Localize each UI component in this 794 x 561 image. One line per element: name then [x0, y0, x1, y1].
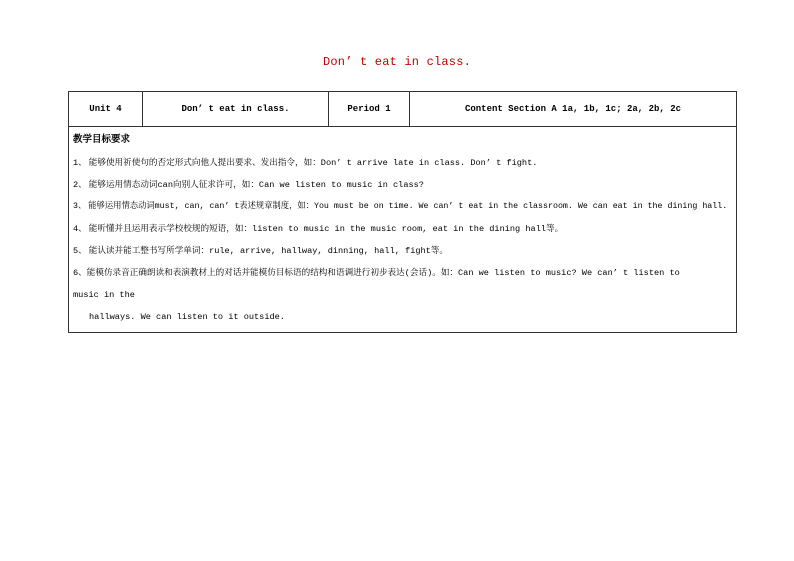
- objective-item: [73, 240, 732, 262]
- objectives-row: [69, 127, 737, 333]
- objective-item: [73, 152, 732, 174]
- period-cell: Period 1: [329, 92, 410, 127]
- objective-item: [73, 262, 732, 284]
- objective-text: 能认读并能工整书写所学单词：rule, arrive, hallway, dinning, hall, fight等。: [88, 246, 449, 256]
- objective-text-continued: hallways. We can listen to it outside.: [89, 312, 285, 322]
- objectives-cell: [69, 127, 737, 333]
- unit-cell: Unit 4: [69, 92, 143, 127]
- objective-item: [73, 196, 732, 218]
- objective-number: 3、: [73, 202, 87, 211]
- objectives-heading: 教学目标要求: [73, 134, 131, 145]
- objective-item: [73, 218, 732, 240]
- objective-text: 能够运用情态动词can向别人征求许可，如：Can we listen to music in class?: [88, 180, 424, 190]
- page-title: Don’ t eat in class.: [322, 55, 472, 69]
- table-header-row: [69, 92, 737, 127]
- objective-number: 5、: [73, 246, 87, 256]
- objective-text: 能模仿录音正确朗读和表演教材上的对话并能模仿目标语的结构和语调进行初步表达(会话)。如：Can we listen to music? We can’ t listen to: [86, 268, 680, 278]
- objective-text: 能够运用情态动词must, can, can’ t表述规章制度，如：You must be on time. We can’ t eat in the classroom. We can eat in the dining hall.: [88, 202, 728, 211]
- objective-text: 能够使用祈使句的否定形式向他人提出要求、发出指令，如：Don’ t arrive late in class. Don’ t fight.: [88, 158, 538, 168]
- content-cell: Content Section A 1a, 1b, 1c; 2a, 2b, 2c: [410, 92, 737, 127]
- objective-number: 4、: [73, 224, 87, 234]
- objective-item: [73, 174, 732, 196]
- objective-text: 能听懂并且运用表示学校校规的短语，如：listen to music in the music room, eat in the dining hall等。: [88, 224, 564, 234]
- lesson-plan-table: [68, 91, 737, 333]
- objective-text-continued: music in the: [73, 290, 135, 300]
- lesson-title-cell: Don’ t eat in class.: [143, 92, 329, 127]
- objective-number: 1、: [73, 158, 87, 168]
- objective-number: 6、: [73, 268, 87, 278]
- objective-number: 2、: [73, 180, 87, 190]
